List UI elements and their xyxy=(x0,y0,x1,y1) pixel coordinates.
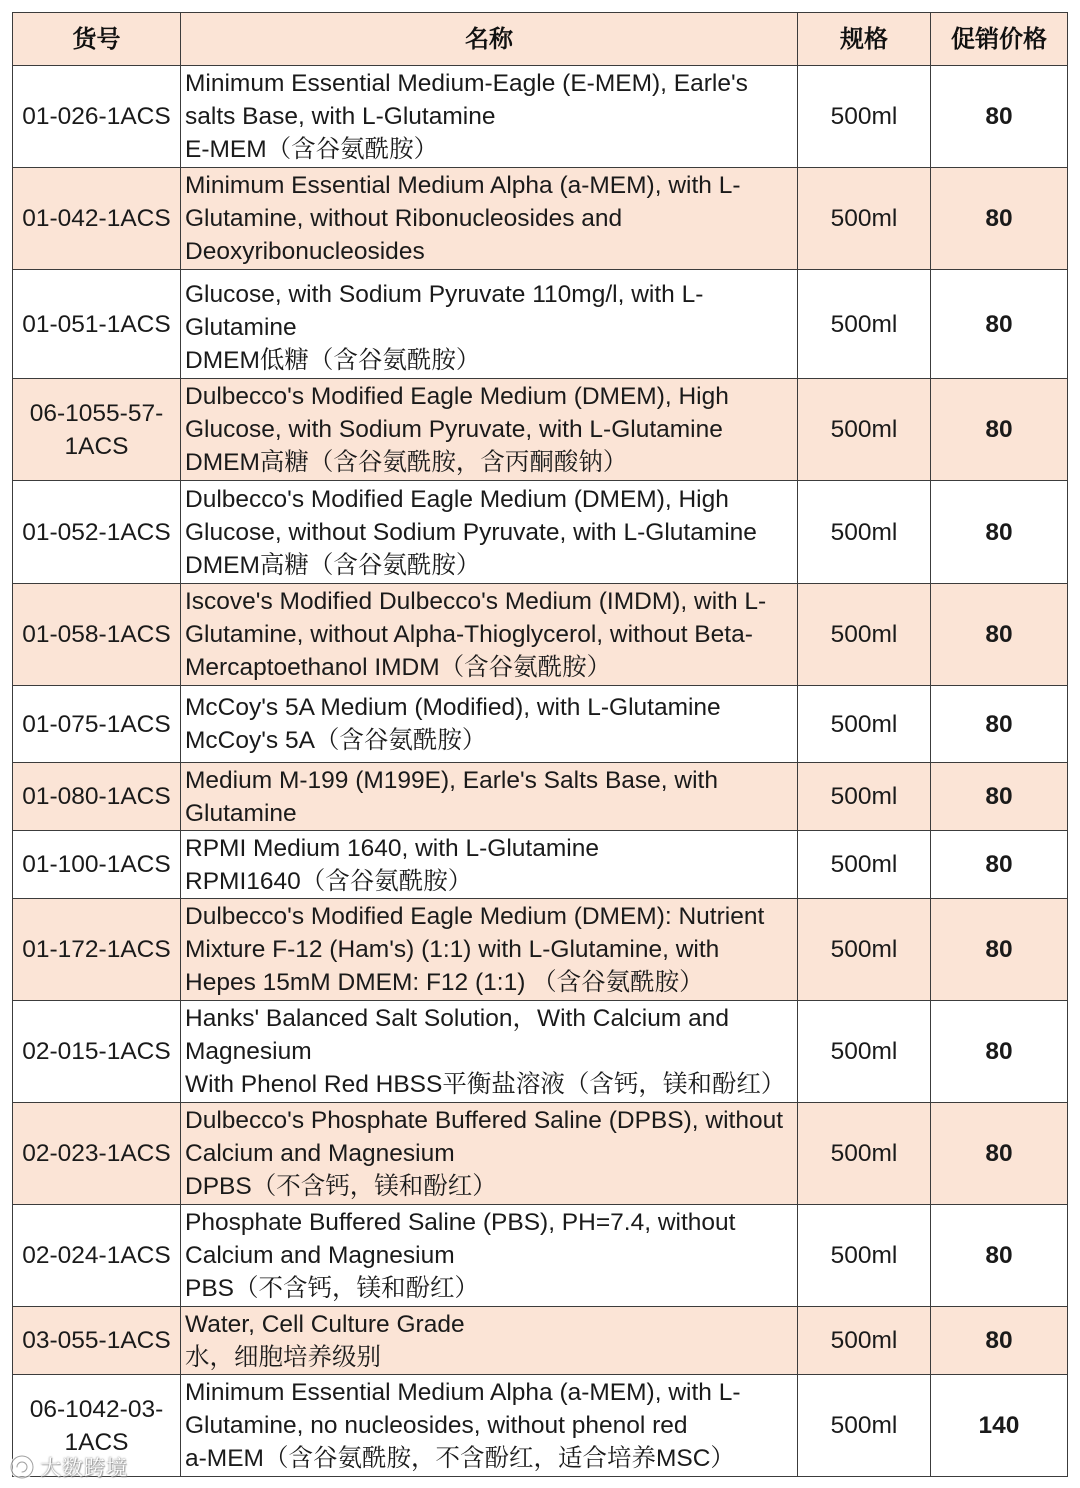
product-name-line: Hanks' Balanced Salt Solution，With Calcium and xyxy=(185,1005,729,1032)
product-name-line: Medium M-199 (M199E), Earle's Salts Base, with xyxy=(185,766,718,794)
promo-price-value: 80 xyxy=(985,1140,1013,1167)
table-row xyxy=(13,66,1068,168)
spec-value: 500ml xyxy=(830,518,898,546)
promo-price-value: 80 xyxy=(985,851,1013,878)
item-number-cell xyxy=(13,831,181,899)
product-name-line: Minimum Essential Medium-Eagle (E-MEM), Earle's xyxy=(185,70,748,97)
product-name-cell xyxy=(181,1103,798,1205)
header-product-name: 名称 xyxy=(181,13,798,66)
item-number-cell xyxy=(13,168,181,270)
product-name-cell xyxy=(181,686,798,763)
product-name-line: a-MEM（含谷氨酰胺，不含酚红，适合培养MSC） xyxy=(185,1445,735,1472)
item-number: 1ACS xyxy=(64,1428,129,1456)
spec-cell xyxy=(798,831,931,899)
watermark xyxy=(8,1451,128,1483)
spec-value: 500ml xyxy=(830,851,898,878)
promo-price-value: 80 xyxy=(985,518,1013,546)
price-cell xyxy=(931,270,1068,379)
spec-value: 500ml xyxy=(830,1038,898,1065)
watermark-text: 大数跨境 xyxy=(40,1456,128,1480)
promo-price-value: 80 xyxy=(985,205,1013,232)
table-row xyxy=(13,584,1068,686)
spec-cell xyxy=(798,481,931,584)
spec-value: 500ml xyxy=(830,936,898,963)
product-name-line: Deoxyribonucleosides xyxy=(185,238,425,265)
item-number-cell xyxy=(13,1001,181,1103)
spec-cell xyxy=(798,899,931,1001)
spec-cell xyxy=(798,1375,931,1477)
promo-price-value: 80 xyxy=(985,936,1013,963)
spec-value: 500ml xyxy=(830,103,898,130)
item-number-cell xyxy=(13,379,181,481)
item-number-cell xyxy=(13,66,181,168)
item-number: 01-100-1ACS xyxy=(22,851,171,878)
spec-cell xyxy=(798,168,931,270)
spec-value: 500ml xyxy=(830,1412,898,1439)
product-name-line: Glucose, with Sodium Pyruvate 110mg/l, with L- xyxy=(185,281,704,308)
item-number-cell xyxy=(13,1205,181,1307)
item-number-cell xyxy=(13,270,181,379)
product-name-cell xyxy=(181,831,798,899)
table-row xyxy=(13,1375,1068,1477)
price-cell xyxy=(931,379,1068,481)
table-header xyxy=(13,13,1068,66)
product-name-line: Minimum Essential Medium Alpha (a-MEM), with L- xyxy=(185,172,741,199)
spec-value: 500ml xyxy=(830,783,898,810)
item-number: 01-075-1ACS xyxy=(22,710,171,738)
table-row xyxy=(13,686,1068,763)
promo-price-value: 80 xyxy=(985,1038,1013,1065)
table-row xyxy=(13,481,1068,584)
table-row xyxy=(13,831,1068,899)
spec-cell xyxy=(798,584,931,686)
item-number-cell xyxy=(13,481,181,584)
spec-cell xyxy=(798,379,931,481)
product-name-cell xyxy=(181,270,798,379)
item-number-cell xyxy=(13,1307,181,1375)
price-cell xyxy=(931,686,1068,763)
header-row xyxy=(13,13,1068,66)
product-name-cell xyxy=(181,168,798,270)
item-number: 03-055-1ACS xyxy=(22,1327,171,1354)
table-row xyxy=(13,1307,1068,1375)
spec-cell xyxy=(798,686,931,763)
product-name-line: RPMI1640（含谷氨酰胺） xyxy=(185,867,473,895)
product-name-line: Glutamine, no nucleosides, without phenol red xyxy=(185,1412,688,1439)
product-name-line: Water, Cell Culture Grade xyxy=(185,1310,465,1338)
price-cell xyxy=(931,1205,1068,1307)
promo-price-value: 80 xyxy=(985,710,1013,738)
product-name-line: Mercaptoethanol IMDM（含谷氨酰胺） xyxy=(185,654,612,681)
spec-value: 500ml xyxy=(830,1327,898,1354)
product-name-line: Dulbecco's Modified Eagle Medium (DMEM): Nutrient xyxy=(185,903,765,930)
item-number: 01-051-1ACS xyxy=(22,310,171,338)
item-number: 02-015-1ACS xyxy=(22,1038,171,1065)
product-name-line: Calcium and Magnesium xyxy=(185,1242,455,1269)
promo-price-value: 80 xyxy=(985,1242,1013,1269)
spec-value: 500ml xyxy=(830,621,898,648)
price-cell xyxy=(931,1103,1068,1205)
table-row xyxy=(13,763,1068,831)
header-item-number: 货号 xyxy=(13,13,181,66)
product-name-line: Hepes 15mM DMEM: F12 (1:1) （含谷氨酰胺） xyxy=(185,969,704,996)
product-name-line: DMEM低糖（含谷氨酰胺） xyxy=(185,347,481,374)
price-cell xyxy=(931,66,1068,168)
price-cell xyxy=(931,481,1068,584)
spec-value: 500ml xyxy=(830,310,898,338)
spec-cell xyxy=(798,763,931,831)
product-name-line: DMEM高糖（含谷氨酰胺） xyxy=(185,551,481,579)
product-name-line: Magnesium xyxy=(185,1038,312,1065)
table-row xyxy=(13,1205,1068,1307)
product-name-cell xyxy=(181,584,798,686)
spec-value: 500ml xyxy=(830,1242,898,1269)
product-name-line: RPMI Medium 1640, with L-Glutamine xyxy=(185,834,599,862)
product-name-line: salts Base, with L-Glutamine xyxy=(185,103,496,130)
watermark-logo-icon xyxy=(8,1453,36,1481)
promo-price-value: 80 xyxy=(985,621,1013,648)
product-name-line: Glutamine xyxy=(185,314,297,341)
product-name-line: Glucose, with Sodium Pyruvate, with L-Glutamine xyxy=(185,416,723,443)
promo-price-value: 140 xyxy=(978,1412,1020,1439)
item-number: 02-023-1ACS xyxy=(22,1140,171,1167)
product-name-cell xyxy=(181,66,798,168)
item-number: 1ACS xyxy=(64,432,129,460)
spec-cell xyxy=(798,1103,931,1205)
item-number: 01-042-1ACS xyxy=(22,205,171,232)
product-name-line: PBS（不含钙，镁和酚红） xyxy=(185,1275,480,1302)
table-row xyxy=(13,168,1068,270)
spec-cell xyxy=(798,1307,931,1375)
price-cell xyxy=(931,899,1068,1001)
price-cell xyxy=(931,1001,1068,1103)
product-name-line: With Phenol Red HBSS平衡盐溶液（含钙，镁和酚红） xyxy=(185,1071,786,1098)
product-name-cell xyxy=(181,481,798,584)
price-cell xyxy=(931,584,1068,686)
table-row xyxy=(13,1103,1068,1205)
table-row xyxy=(13,270,1068,379)
product-name-cell xyxy=(181,899,798,1001)
product-name-line: Calcium and Magnesium xyxy=(185,1140,455,1167)
table-row xyxy=(13,1001,1068,1103)
promo-price-value: 80 xyxy=(985,103,1013,130)
promo-price-value: 80 xyxy=(985,1327,1013,1354)
price-cell xyxy=(931,168,1068,270)
product-name-line: Glutamine xyxy=(185,799,297,827)
product-name-line: Phosphate Buffered Saline (PBS), PH=7.4, without xyxy=(185,1209,736,1236)
product-name-line: Dulbecco's Modified Eagle Medium (DMEM), High xyxy=(185,383,729,410)
product-name-line: Iscove's Modified Dulbecco's Medium (IMDM), with L- xyxy=(185,588,767,615)
table-body xyxy=(13,66,1068,1477)
spec-cell xyxy=(798,1001,931,1103)
item-number: 01-058-1ACS xyxy=(22,621,171,648)
product-name-line: Mixture F-12 (Ham's) (1:1) with L-Glutamine, with xyxy=(185,936,720,963)
item-number-cell xyxy=(13,899,181,1001)
price-cell xyxy=(931,831,1068,899)
product-name-line: Glucose, without Sodium Pyruvate, with L-Glutamine xyxy=(185,518,757,546)
product-name-cell xyxy=(181,763,798,831)
product-name-line: Minimum Essential Medium Alpha (a-MEM), with L- xyxy=(185,1379,741,1406)
product-name-line: DPBS（不含钙，镁和酚红） xyxy=(185,1173,497,1200)
spec-cell xyxy=(798,66,931,168)
item-number: 06-1042-03- xyxy=(29,1395,164,1423)
spec-value: 500ml xyxy=(830,205,898,232)
product-name-cell xyxy=(181,1307,798,1375)
spec-value: 500ml xyxy=(830,416,898,443)
header-spec: 规格 xyxy=(798,13,931,66)
product-name-line: McCoy's 5A（含谷氨酰胺） xyxy=(185,727,487,754)
product-price-table xyxy=(12,12,1068,1477)
item-number: 01-080-1ACS xyxy=(22,783,171,810)
product-name-line: E-MEM（含谷氨酰胺） xyxy=(185,136,439,163)
price-cell xyxy=(931,1375,1068,1477)
promo-price-value: 80 xyxy=(985,310,1013,338)
item-number: 01-026-1ACS xyxy=(22,103,171,130)
item-number: 02-024-1ACS xyxy=(22,1242,171,1269)
product-name-line: McCoy's 5A Medium (Modified), with L-Glutamine xyxy=(185,694,721,721)
spec-value: 500ml xyxy=(830,1140,898,1167)
item-number: 01-172-1ACS xyxy=(22,936,171,963)
spec-value: 500ml xyxy=(830,710,898,738)
price-cell xyxy=(931,1307,1068,1375)
product-name-cell xyxy=(181,1001,798,1103)
item-number-cell xyxy=(13,763,181,831)
product-name-cell xyxy=(181,379,798,481)
product-name-cell xyxy=(181,1375,798,1477)
table-row xyxy=(13,379,1068,481)
price-cell xyxy=(931,763,1068,831)
product-name-line: Glutamine, without Alpha-Thioglycerol, without Beta- xyxy=(185,621,753,648)
item-number: 01-052-1ACS xyxy=(22,518,171,546)
spec-cell xyxy=(798,270,931,379)
table-row xyxy=(13,899,1068,1001)
header-promo-price: 促销价格 xyxy=(931,13,1068,66)
product-name-line: 水，细胞培养级别 xyxy=(185,1343,381,1371)
item-number-cell xyxy=(13,1103,181,1205)
promo-price-value: 80 xyxy=(985,783,1013,810)
promo-price-value: 80 xyxy=(985,416,1013,443)
item-number-cell xyxy=(13,686,181,763)
product-name-line: DMEM高糖（含谷氨酰胺，含丙酮酸钠） xyxy=(185,449,628,476)
product-name-cell xyxy=(181,1205,798,1307)
spec-cell xyxy=(798,1205,931,1307)
product-name-line: Dulbecco's Phosphate Buffered Saline (DPBS), without xyxy=(185,1107,784,1134)
product-name-line: Glutamine, without Ribonucleosides and xyxy=(185,205,623,232)
item-number: 06-1055-57- xyxy=(29,399,164,427)
item-number-cell xyxy=(13,584,181,686)
product-name-line: Dulbecco's Modified Eagle Medium (DMEM), High xyxy=(185,485,729,513)
